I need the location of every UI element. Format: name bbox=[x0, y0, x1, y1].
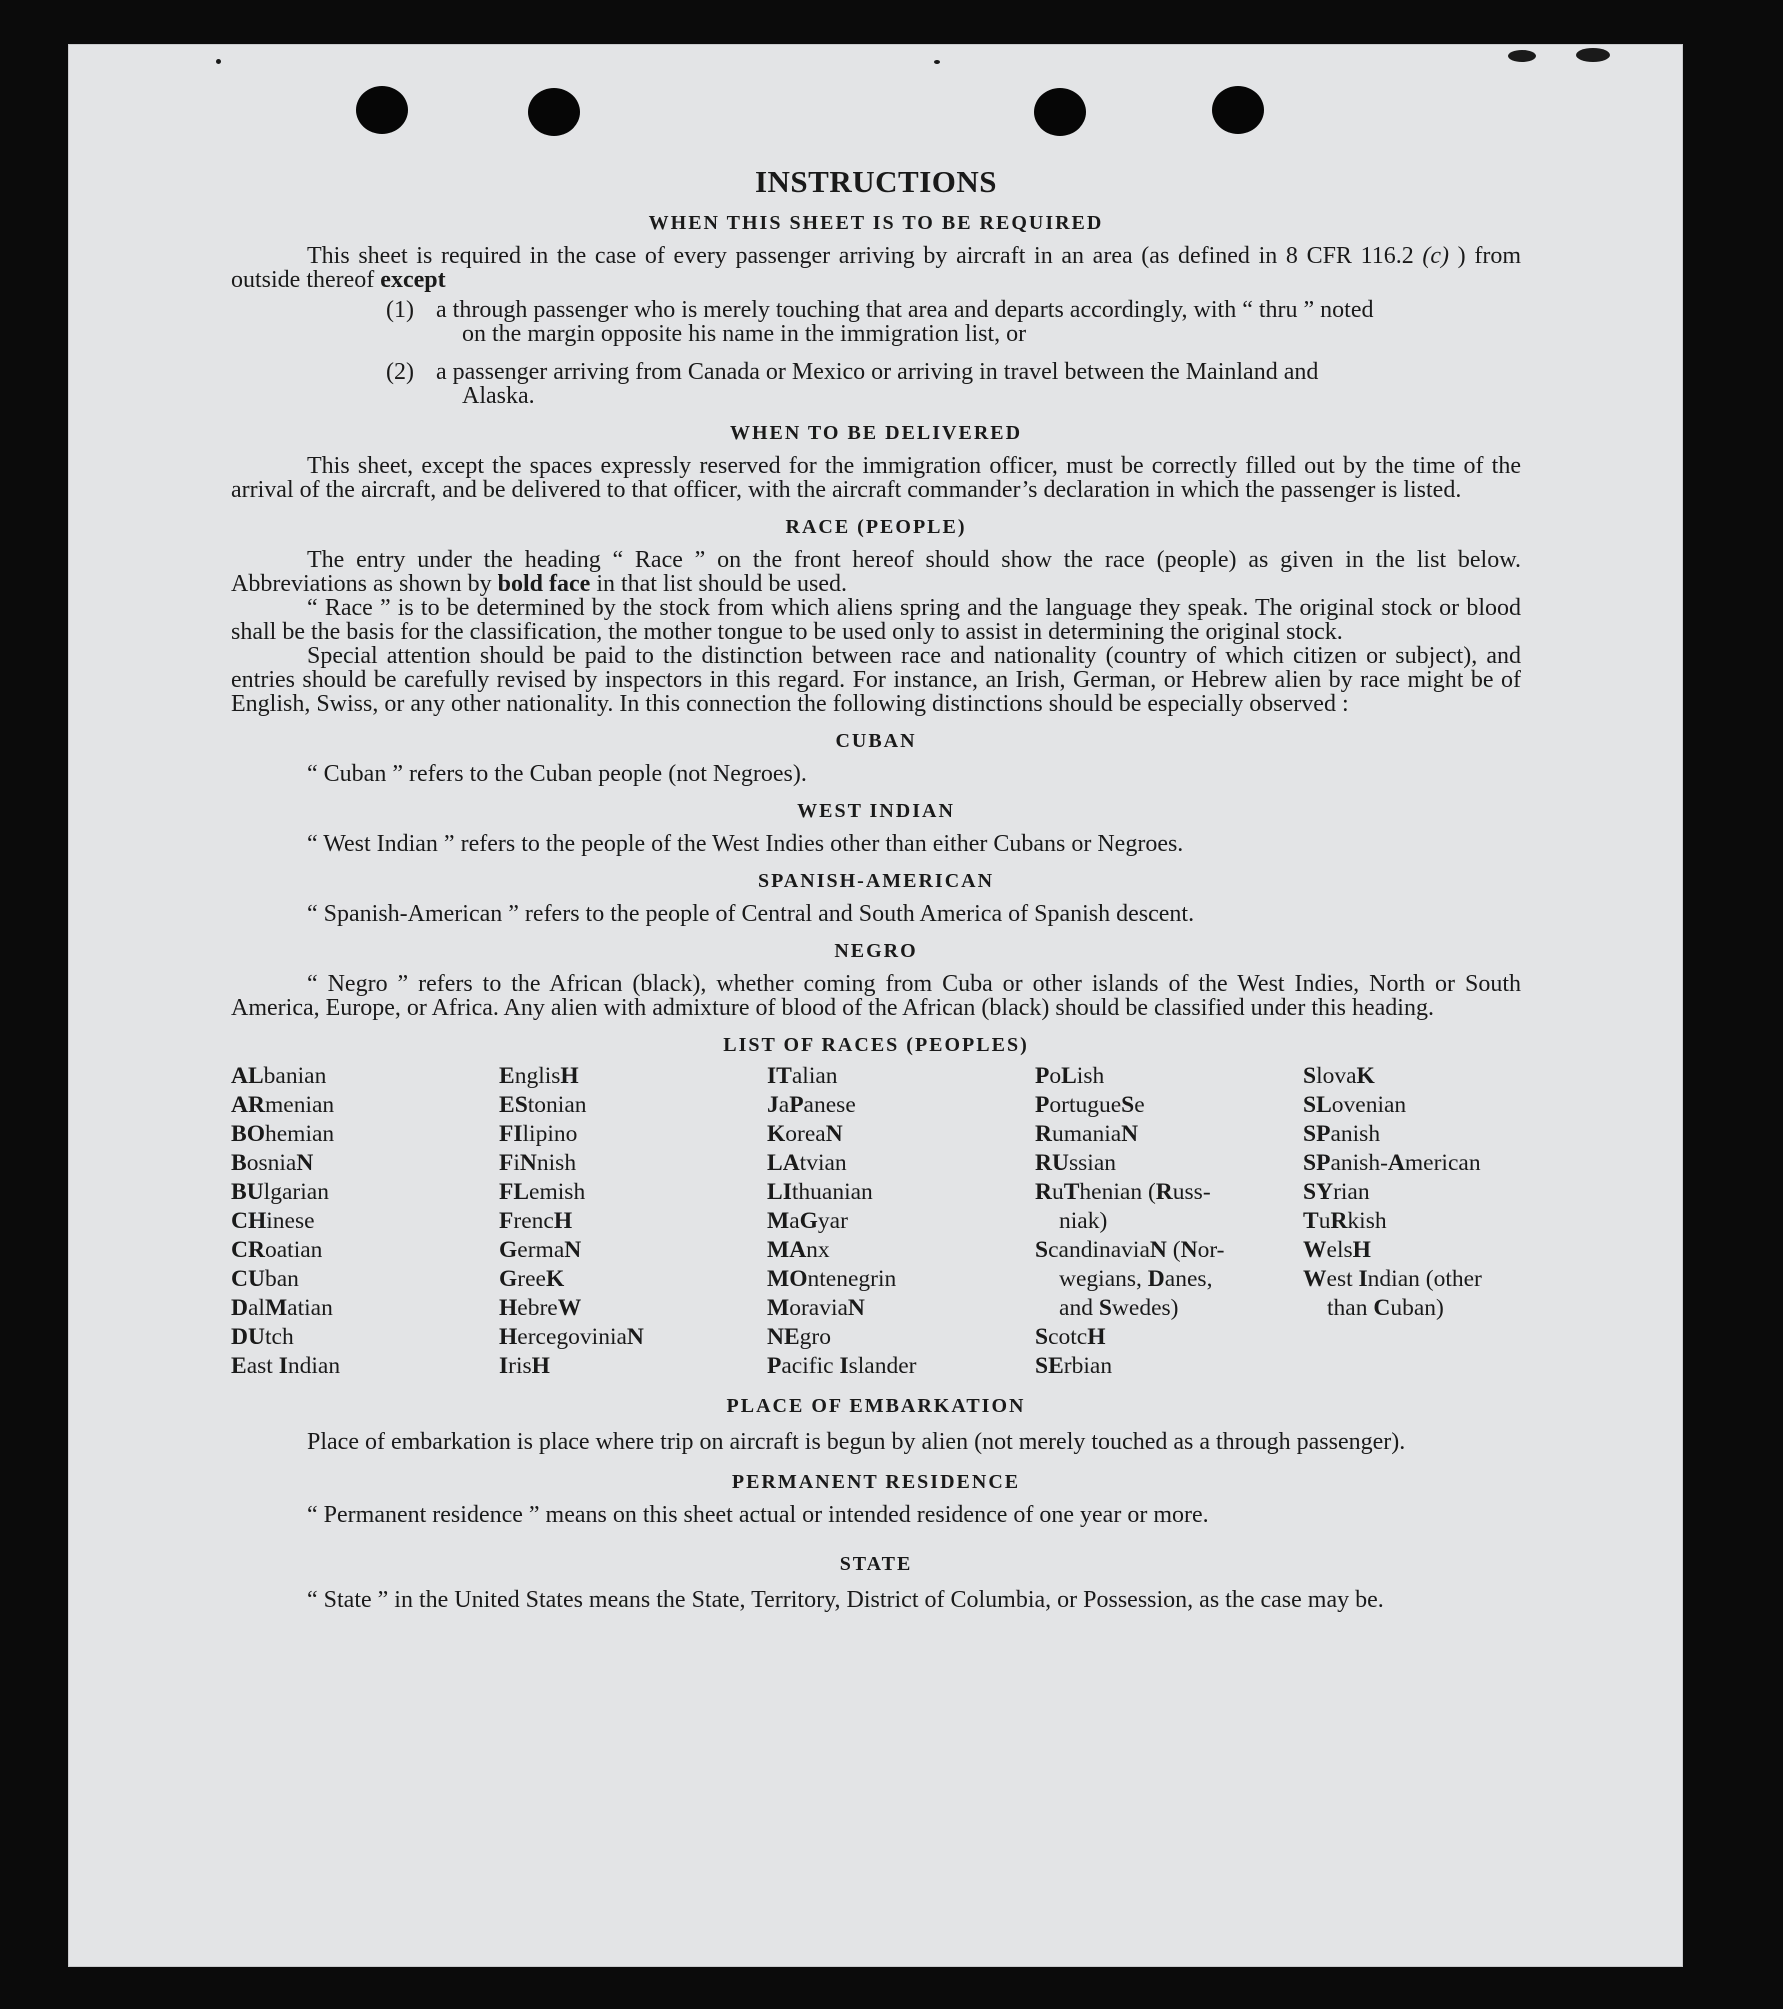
race-entry: KoreaN bbox=[767, 1121, 843, 1147]
race-entry: FiNnish bbox=[499, 1150, 577, 1176]
race-entry: FrencH bbox=[499, 1208, 573, 1234]
race-entry: BosniaN bbox=[231, 1150, 314, 1176]
race-entry: SPanish bbox=[1303, 1121, 1381, 1147]
when-required-text-italic: (c) bbox=[1422, 243, 1450, 269]
section-heading-when-required: WHEN THIS SHEET IS TO BE REQUIRED bbox=[648, 212, 1104, 234]
punch-hole bbox=[1212, 86, 1264, 134]
race-entry: MaGyar bbox=[767, 1208, 848, 1234]
exception-text bbox=[436, 360, 1521, 408]
race-paragraph-2: “ Race ” is to be determined by the stock from which aliens spring and the language they speak. The original stock or blood shall be the basis for the classification, the mother tongue to be used only to assist in determining the original stock. bbox=[231, 595, 1521, 645]
exception-number: (2) bbox=[386, 359, 414, 385]
when-required-text bbox=[231, 244, 1521, 292]
section-heading-race: RACE (PEOPLE) bbox=[785, 516, 967, 538]
race-entry: HebreW bbox=[499, 1295, 582, 1321]
race-entry: ScandinaviaN (Nor- bbox=[1035, 1237, 1225, 1263]
race-entry-continued: and Swedes) bbox=[1059, 1295, 1179, 1321]
race-entry: SYrian bbox=[1303, 1179, 1370, 1205]
race-entry: LAtvian bbox=[767, 1150, 847, 1176]
race-entry: CUban bbox=[231, 1266, 299, 1292]
race-entry: ScotcH bbox=[1035, 1324, 1106, 1350]
race-entry: MOntenegrin bbox=[767, 1266, 897, 1292]
races-column bbox=[499, 1062, 767, 1381]
race-entry: PortugueSe bbox=[1035, 1092, 1145, 1118]
section-heading-state: STATE bbox=[839, 1553, 913, 1575]
cuban-text: “ Cuban ” refers to the Cuban people (not Negroes). bbox=[307, 761, 807, 787]
race-entry: East Indian bbox=[231, 1353, 341, 1379]
exception-number: (1) bbox=[386, 297, 414, 323]
race-paragraph-1-bold: bold face bbox=[497, 571, 591, 597]
race-entry: FLemish bbox=[499, 1179, 586, 1205]
race-entry: MAnx bbox=[767, 1237, 830, 1263]
race-entry: ITalian bbox=[767, 1063, 838, 1089]
section-heading-embarkation: PLACE OF EMBARKATION bbox=[726, 1395, 1026, 1417]
race-entry: RumaniaN bbox=[1035, 1121, 1139, 1147]
instructions-content bbox=[231, 166, 1521, 1615]
race-paragraph-3: Special attention should be paid to the distinction between race and nationality (country of which citizen or subject), and entries should be carefully revised by inspectors in this regard. For instance, an Irish, German, or Hebrew alien by race might be of English, Swiss, or any other nationality. In this connection the following distinctions should be especially observed : bbox=[231, 643, 1521, 717]
race-entry: TuRkish bbox=[1303, 1208, 1387, 1234]
race-entry: HercegoviniaN bbox=[499, 1324, 644, 1350]
exception-text-line: a through passenger who is merely touching that area and departs accordingly, with “ thru ” noted bbox=[436, 297, 1374, 323]
section-heading-negro: NEGRO bbox=[834, 940, 918, 962]
race-entry: EnglisH bbox=[499, 1063, 579, 1089]
document-sheet bbox=[68, 44, 1683, 1967]
race-entry-continued: wegians, Danes, bbox=[1059, 1266, 1213, 1292]
race-entry: IrisH bbox=[499, 1353, 550, 1379]
residence-text: “ Permanent residence ” means on this sheet actual or intended residence of one year or more. bbox=[307, 1502, 1209, 1528]
races-table bbox=[231, 1062, 1521, 1381]
spanish-american-text: “ Spanish-American ” refers to the people of Central and South America of Spanish descent. bbox=[307, 901, 1195, 927]
exception-text bbox=[436, 298, 1521, 346]
ink-speck bbox=[1576, 48, 1610, 62]
race-entry: CRoatian bbox=[231, 1237, 323, 1263]
race-paragraph-1-part: The entry under the heading “ Race ” on the front hereof should show the race (people) as given in the list below. Abbreviations as shown by bbox=[231, 547, 1521, 597]
race-entry: WelsH bbox=[1303, 1237, 1371, 1263]
section-heading-residence: PERMANENT RESIDENCE bbox=[731, 1471, 1021, 1493]
ink-speck bbox=[1508, 50, 1536, 62]
negro-text: “ Negro ” refers to the African (black), whether coming from Cuba or other islands of the West Indies, North or South America, Europe, or Africa. Any alien with admixture of blood of the African (black) should be classified under this heading. bbox=[231, 971, 1521, 1021]
race-paragraph-1 bbox=[231, 548, 1521, 596]
section-heading-when-delivered: WHEN TO BE DELIVERED bbox=[729, 422, 1023, 444]
race-entry: EStonian bbox=[499, 1092, 587, 1118]
race-entry: DalMatian bbox=[231, 1295, 333, 1321]
race-entry: ARmenian bbox=[231, 1092, 335, 1118]
race-entry: SLovenian bbox=[1303, 1092, 1407, 1118]
when-required-text-part: ) from outside thereof bbox=[231, 243, 1521, 293]
list-of-races-heading: LIST OF RACES (PEOPLES) bbox=[723, 1034, 1029, 1056]
races-column bbox=[231, 1062, 499, 1381]
race-entry: RUssian bbox=[1035, 1150, 1116, 1176]
race-entry: SlovaK bbox=[1303, 1063, 1375, 1089]
race-entry: CHinese bbox=[231, 1208, 315, 1234]
ink-speck bbox=[934, 60, 940, 64]
race-entry: SPanish-American bbox=[1303, 1150, 1481, 1176]
race-entry: JaPanese bbox=[767, 1092, 856, 1118]
race-paragraph-1-part: in that list should be used. bbox=[590, 571, 847, 597]
race-entry: GreeK bbox=[499, 1266, 565, 1292]
when-required-text-part: This sheet is required in the case of every passenger arriving by aircraft in an area (as defined in 8 CFR 116.2 bbox=[307, 243, 1423, 269]
punch-hole bbox=[1034, 88, 1086, 136]
race-entry: MoraviaN bbox=[767, 1295, 865, 1321]
when-delivered-text: This sheet, except the spaces expressly reserved for the immigration officer, must be correctly filled out by the time of the arrival of the aircraft, and be delivered to that officer, with the aircraft commander’s declaration in which the passenger is listed. bbox=[231, 453, 1521, 503]
race-entry: LIthuanian bbox=[767, 1179, 873, 1205]
race-entry-continued: than Cuban) bbox=[1327, 1295, 1444, 1321]
exception-text-cont: on the margin opposite his name in the immigration list, or bbox=[462, 321, 1027, 347]
west-indian-text: “ West Indian ” refers to the people of the West Indies other than either Cubans or Negroes. bbox=[307, 831, 1184, 857]
punch-hole bbox=[356, 86, 408, 134]
race-entry: BUlgarian bbox=[231, 1179, 329, 1205]
exception-text-line: a passenger arriving from Canada or Mexico or arriving in travel between the Mainland and bbox=[436, 359, 1319, 385]
race-entry: FIlipino bbox=[499, 1121, 578, 1147]
race-entry: RuThenian (Russ- bbox=[1035, 1179, 1211, 1205]
races-column bbox=[1303, 1062, 1521, 1381]
when-required-text-bold: except bbox=[380, 267, 446, 293]
race-entry: Pacific Islander bbox=[767, 1353, 917, 1379]
race-entry: ALbanian bbox=[231, 1063, 327, 1089]
punch-hole bbox=[528, 88, 580, 136]
race-entry: PoLish bbox=[1035, 1063, 1105, 1089]
races-column bbox=[1035, 1062, 1303, 1381]
races-column bbox=[767, 1062, 1035, 1381]
race-entry: West Indian (other bbox=[1303, 1266, 1482, 1292]
race-entry-continued: niak) bbox=[1059, 1208, 1108, 1234]
section-heading-cuban: CUBAN bbox=[835, 730, 917, 752]
embarkation-text: Place of embarkation is place where trip on aircraft is begun by alien (not merely touched as a through passenger). bbox=[307, 1429, 1406, 1455]
section-heading-spanish-american: SPANISH-AMERICAN bbox=[757, 870, 995, 892]
exception-item bbox=[386, 298, 1521, 346]
page-title: INSTRUCTIONS bbox=[754, 164, 997, 199]
race-entry: BOhemian bbox=[231, 1121, 335, 1147]
race-entry: GermaN bbox=[499, 1237, 582, 1263]
ink-speck bbox=[216, 59, 221, 64]
race-entry: DUtch bbox=[231, 1324, 294, 1350]
exception-item bbox=[386, 360, 1521, 408]
race-entry: SErbian bbox=[1035, 1353, 1113, 1379]
exception-text-cont: Alaska. bbox=[462, 383, 535, 409]
race-entry: NEgro bbox=[767, 1324, 831, 1350]
section-heading-west-indian: WEST INDIAN bbox=[797, 800, 955, 822]
state-text: “ State ” in the United States means the State, Territory, District of Columbia, or Possession, as the case may be. bbox=[307, 1587, 1384, 1613]
